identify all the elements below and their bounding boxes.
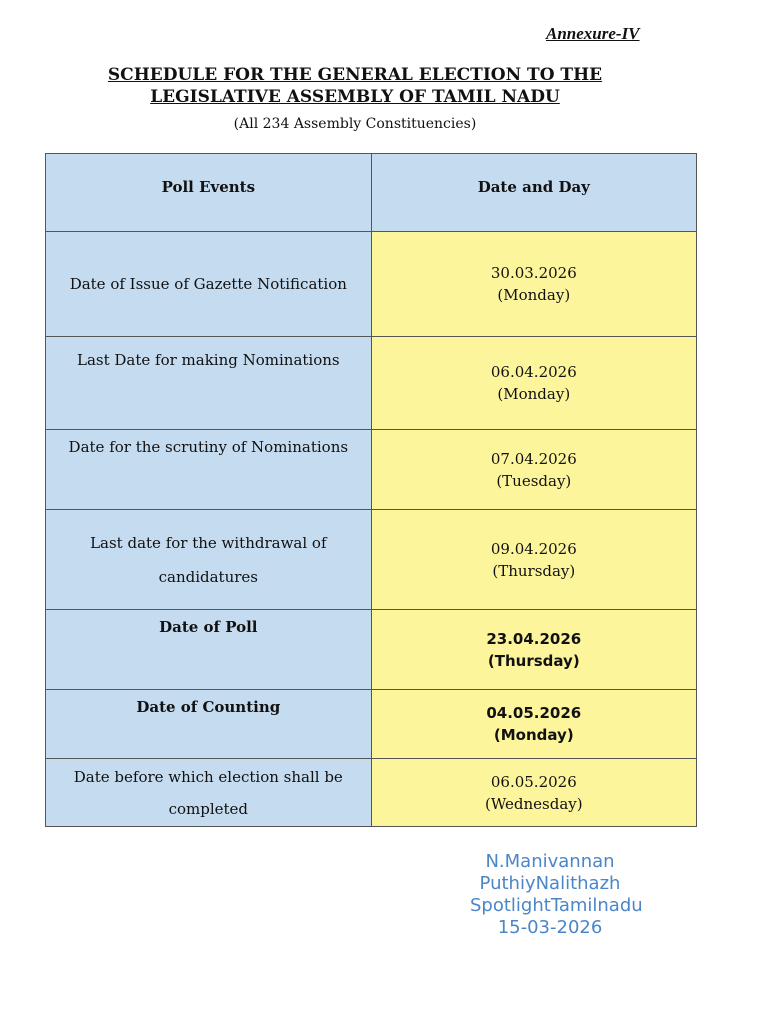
date-cell: [371, 337, 696, 430]
title-line-1: SCHEDULE FOR THE GENERAL ELECTION TO THE: [107, 65, 603, 85]
credit-source: SpotlightTamilnadu: [470, 895, 643, 916]
annexure-label: Annexure-IV: [546, 24, 640, 43]
table-row: [46, 759, 697, 827]
page-title: [30, 64, 680, 108]
credit-date: 15-03-2026: [497, 917, 603, 938]
table-row: [46, 337, 697, 430]
credit-name: N.Manivannan: [485, 851, 615, 872]
date-value: 30.03.2026: [490, 264, 577, 282]
date-value: 23.04.2026: [486, 629, 582, 648]
event-text-line-2: candidatures: [158, 567, 258, 586]
table-row: [46, 232, 697, 337]
event-text-line-2: completed: [168, 799, 249, 818]
date-cell: [371, 510, 696, 610]
table-row: [46, 610, 697, 690]
date-value: 06.05.2026: [490, 772, 577, 791]
event-cell: [46, 510, 372, 610]
date-cell: [371, 610, 696, 690]
event-text-line-1: Date before which election shall be: [73, 767, 343, 786]
table-row: [46, 690, 697, 759]
day-value: (Wednesday): [484, 794, 583, 813]
table-row: [46, 510, 697, 610]
date-cell: [371, 430, 696, 510]
day-value: (Tuesday): [496, 471, 572, 490]
event-cell: Date of Issue of Gazette Notification: [46, 232, 372, 337]
day-value: (Monday): [497, 286, 571, 304]
table-row: [46, 430, 697, 510]
header-poll-events: Poll Events: [46, 154, 372, 232]
event-cell: [46, 759, 372, 827]
day-value: (Thursday): [492, 561, 576, 580]
date-value: 04.05.2026: [486, 704, 582, 722]
credit-publication: PuthiyNalithazh: [479, 873, 621, 894]
day-value: (Thursday): [487, 651, 580, 670]
event-text-line-1: Last date for the withdrawal of: [90, 533, 327, 552]
date-value: 06.04.2026: [490, 363, 577, 381]
date-value: 07.04.2026: [490, 449, 577, 468]
author-credit: [470, 851, 643, 939]
event-cell: Last Date for making Nominations: [46, 337, 372, 430]
date-cell: [371, 759, 696, 827]
day-value: (Monday): [493, 726, 574, 744]
event-cell: Date for the scrutiny of Nominations: [46, 430, 372, 510]
schedule-table: [45, 153, 697, 827]
header-date-and-day: Date and Day: [371, 154, 696, 232]
event-cell: Date of Poll: [46, 610, 372, 690]
event-cell: Date of Counting: [46, 690, 372, 759]
page-subtitle: (All 234 Assembly Constituencies): [233, 116, 477, 132]
table-header-row: [46, 154, 697, 232]
day-value: (Monday): [497, 385, 571, 403]
date-cell: [371, 690, 696, 759]
date-value: 09.04.2026: [490, 539, 577, 558]
date-cell: [371, 232, 696, 337]
title-line-2: LEGISLATIVE ASSEMBLY OF TAMIL NADU: [150, 87, 560, 107]
